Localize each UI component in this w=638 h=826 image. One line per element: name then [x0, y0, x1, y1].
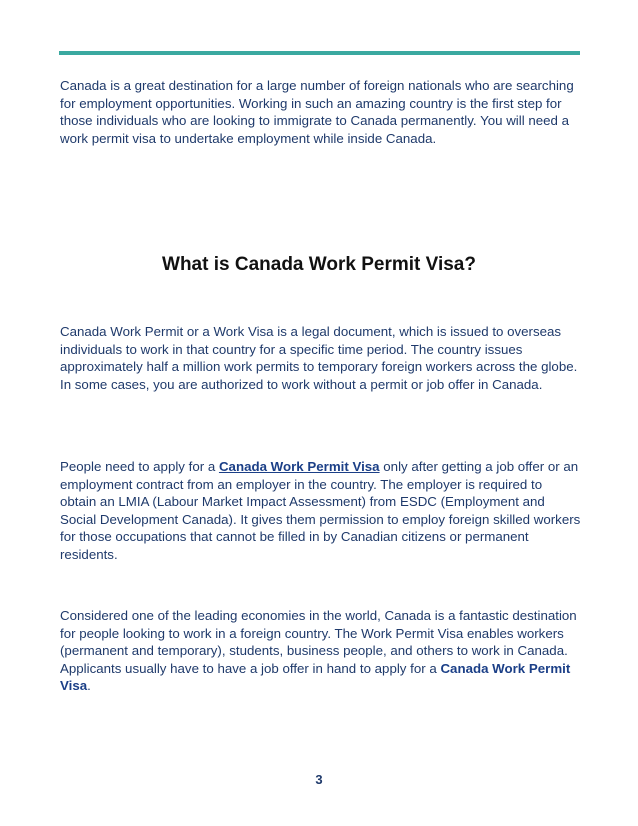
header-divider	[59, 51, 580, 55]
section-heading: What is Canada Work Permit Visa?	[162, 254, 476, 275]
intro-paragraph: Canada is a great destination for a large number of foreign nationals who are searching for employment opportunities. Working in such an amazing country is the first step for those individuals who are looking to immigrate to Canada permanently. You will need a work permit visa to undertake employment while inside Canada.	[60, 78, 574, 146]
economy-text: Considered one of the leading economies in the world, Canada is a fantastic destination for people looking to work in a foreign country. The Work Permit Visa enables workers (permanent and temporary), students, business people, and others to work in Canada. Applicants usually have to have a job offer in hand to apply for a	[60, 608, 577, 676]
canada-work-permit-visa-link[interactable]: Canada Work Permit Visa	[218, 459, 380, 474]
economy-end-punctuation: .	[87, 678, 91, 694]
page-number: 3	[315, 772, 323, 787]
economy-bold-phrase: Canada Work Permit Visa	[60, 660, 571, 694]
definition-paragraph: Canada Work Permit or a Work Visa is a legal document, which is issued to overseas individuals to work in that country for a specific time period. The country issues approximately half a million work permits to temporary foreign workers across the globe. In some cases, you are authorized to work without a permit or job offer in Canada.	[60, 324, 578, 392]
economy-paragraph	[60, 607, 582, 695]
application-text-after-link: only after getting a job offer or an employment contract from an employer in the country. The employer is required to obtain an LMIA (Labour Market Impact Assessment) from ESDC (Employment and Social Development Canada). It gives them permission to employ foreign skilled workers for those occupations that cannot be filled in by Canadian citizens or permanent residents.	[60, 459, 581, 562]
application-text-before-link: People need to apply for a	[60, 459, 219, 474]
application-paragraph	[60, 458, 582, 564]
